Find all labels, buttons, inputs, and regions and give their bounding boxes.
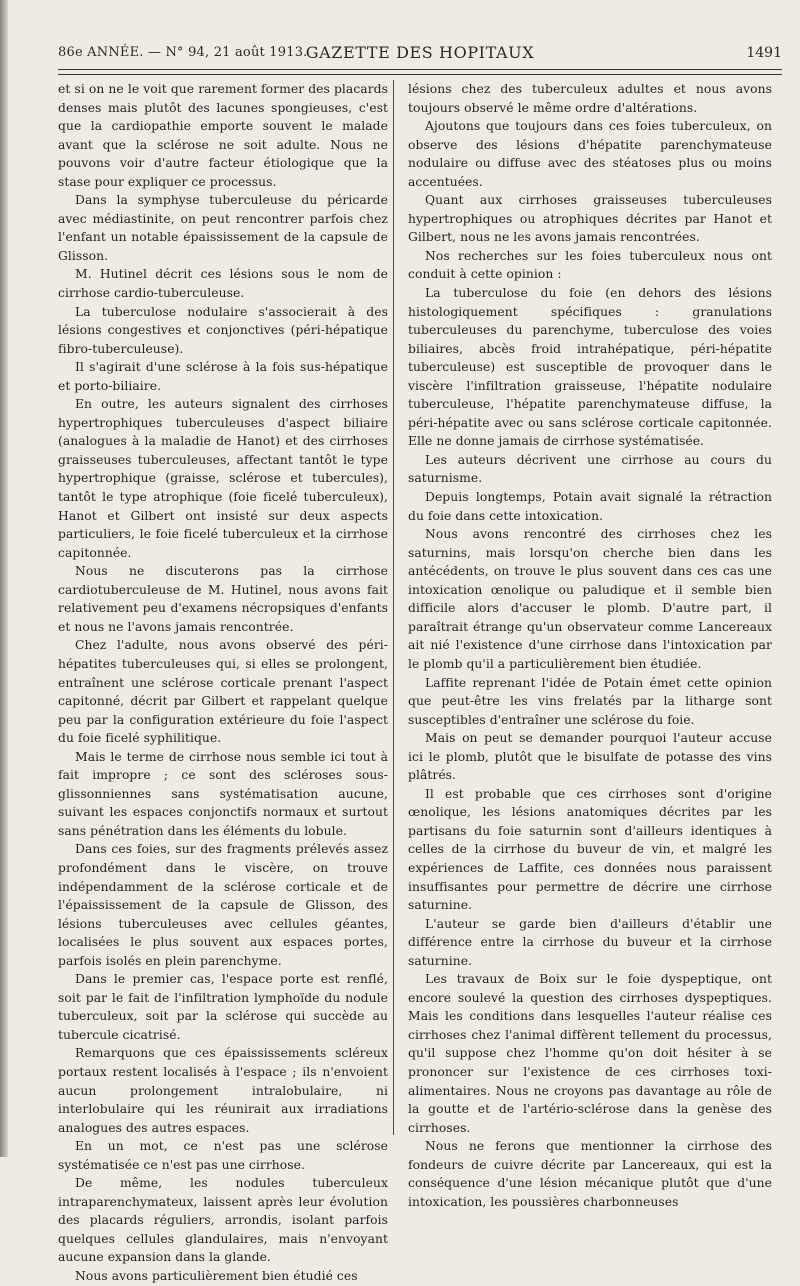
- paragraph: Dans le premier cas, l'espace porte est renflé, soit par le fait de l'infiltration lymphoïde du nodule tuberculeux, soit par la sclérose qui succède au tubercule cicatrisé.: [58, 972, 388, 1042]
- header-rule-top: [58, 69, 782, 70]
- paragraph: Chez l'adulte, nous avons observé des péri-hépatites tuberculeuses qui, si elles se prolongent, entraînent une sclérose corticale prenant l'aspect capitonné, décrit par Gilbert et rappelant quelque peu par la configuration extérieure du foie l'aspect du foie ficelé syphilitique.: [58, 638, 388, 746]
- paragraph: Quant aux cirrhoses graisseuses tuberculeuses hypertrophiques ou atrophiques décrites par Hanot et Gilbert, nous ne les avons jamais rencontrées.: [408, 193, 772, 245]
- paragraph: Nous ne ferons que mentionner la cirrhose des fondeurs de cuivre décrite par Lancereaux, qui est la conséquence d'une lésion mécanique plutôt que d'une intoxication, les poussières charbonneuses: [408, 1139, 772, 1209]
- paragraph: Ajoutons que toujours dans ces foies tuberculeux, on observe des lésions d'hépatite parenchymateuse nodulaire ou diffuse avec des stéatoses plus ou moins accentuées.: [408, 119, 772, 189]
- paragraph: Remarquons que ces épaississements scléreux portaux restent localisés à l'espace ; ils n'envoient aucun prolongement intralobulaire, ni interlobulaire qui les réunirait aux irradiations analogues des autres espaces.: [58, 1046, 388, 1135]
- paragraph: Dans ces foies, sur des fragments prélevés assez profondément dans le viscère, on trouve indépendamment de la sclérose corticale et de l'épaississement de la capsule de Glisson, des lésions tuberculeuses avec cellules géantes, localisées le plus souvent aux espaces portes, parfois isolés en plein parenchyme.: [58, 842, 388, 968]
- paragraph: En un mot, ce n'est pas une sclérose systématisée ce n'est pas une cirrhose.: [58, 1139, 388, 1172]
- paragraph: La tuberculose du foie (en dehors des lésions histologiquement spécifiques : granulations tuberculeuses du parenchyme, tuberculose des voies biliaires, abcès froid intrahépatique, péri-hépatite tuberculeuse) est susceptible de provoquer dans le viscère l'infiltration graisseuse, l'hépatite nodulaire tuberculeuse, l'hépatite parenchymateuse diffuse, la péri-hépatite avec ou sans sclérose corticale capitonnée. Elle ne donne jamais de cirrhose systématisée.: [408, 286, 772, 449]
- paragraph: Nous avons particulièrement bien étudié ces: [75, 1269, 358, 1283]
- paragraph: La tuberculose nodulaire s'associerait à des lésions congestives et conjonctives (péri-hépatique fibro-tuberculeuse).: [58, 304, 388, 356]
- issue-info: 86e ANNÉE. — N° 94, 21 août 1913.: [58, 45, 308, 60]
- paragraph: lésions chez des tuberculeux adultes et nous avons toujours observé le même ordre d'altérations.: [408, 82, 772, 115]
- paragraph: Les travaux de Boix sur le foie dyspeptique, ont encore soulevé la question des cirrhoses dyspeptiques. Mais les conditions dans lesquelles l'auteur réalise ces cirrhoses chez l'animal diffèrent tellement du processus, qu'il suppose chez l'homme qu'on doit hésiter à se prononcer sur l'existence de ces cirrhoses toxi-alimentaires. Nous ne croyons pas davantage au rôle de la goutte et de l'artério-sclérose dans la genèse des cirrhoses.: [408, 972, 772, 1135]
- paragraph: Il s'agirait d'une sclérose à la fois sus-hépatique et porto-biliaire.: [58, 360, 388, 393]
- column-divider: [393, 80, 394, 1135]
- right-column: [408, 80, 772, 1211]
- left-column: [58, 80, 388, 1286]
- paragraph: et si on ne le voit que rarement former des placards denses mais plutôt des lacunes spongieuses, c'est que la cardiopathie emporte souvent le malade avant que la sclérose ne soit adulte. Nous ne pouvons voir d'autre facteur étiologique que la stase pour expliquer ce processus.: [58, 82, 388, 189]
- paragraph: L'auteur se garde bien d'ailleurs d'établir une différence entre la cirrhose du buveur et la cirrhose saturnine.: [408, 916, 772, 968]
- paragraph: Laffite reprenant l'idée de Potain émet cette opinion que peut-être les vins frelatés par la litharge sont susceptibles d'entraîner une sclérose du foie.: [408, 675, 772, 727]
- paragraph: Il est probable que ces cirrhoses sont d'origine œnolique, les lésions anatomiques décrites par les partisans du foie saturnin sont d'ailleurs identiques à celles de la cirrhose du buveur de vin, et malgré les expériences de Laffite, ces données nous paraissent insuffisantes pour permettre de décrire une cirrhose saturnine.: [408, 786, 772, 913]
- paragraph: Nous avons rencontré des cirrhoses chez les saturnins, mais lorsqu'on cherche bien dans les antécédents, on trouve le plus souvent dans ces cas une intoxication œnolique ou paludique et il semble bien difficile alors d'accuser le plomb. D'autre part, il paraîtrait étrange qu'un observateur comme Lancereaux ait nié l'existence d'une cirrhose dans l'intoxication par le plomb qu'il a particulièrement bien étudiée.: [408, 527, 772, 671]
- paragraph: Les auteurs décrivent une cirrhose au cours du saturnisme.: [408, 452, 772, 486]
- paragraph: Depuis longtemps, Potain avait signalé la rétraction du foie dans cette intoxication.: [408, 490, 772, 523]
- paragraph: Nos recherches sur les foies tuberculeux nous ont conduit à cette opinion :: [408, 248, 772, 282]
- page-binding-edge: [0, 0, 8, 1157]
- page-header: [58, 38, 782, 68]
- header-rule-bottom: [58, 74, 782, 75]
- paragraph: Mais le terme de cirrhose nous semble ici tout à fait impropre ; ce sont des scléroses sous-glissonniennes sans systématisation aucune, suivant les espaces conjonctifs normaux et surtout sans pénétration dans les éléments du lobule.: [58, 749, 388, 838]
- paragraph: De même, les nodules tuberculeux intraparenchymateux, laissent après leur évolution des placards réguliers, arrondis, isolant parfois quelques cellules glandulaires, mais n'envoyant aucune expansion dans la glande.: [58, 1176, 388, 1265]
- paragraph: M. Hutinel décrit ces lésions sous le nom de cirrhose cardio-tuberculeuse.: [58, 267, 388, 301]
- page-number: 1491: [746, 45, 782, 61]
- paragraph: En outre, les auteurs signalent des cirrhoses hypertrophiques tuberculeuses d'aspect biliaire (analogues à la maladie de Hanot) et des cirrhoses graisseuses tuberculeuses, affectant tantôt le type hypertrophique (graisse, sclérose et tubercules), tantôt le type atrophique (foie ficelé tuberculeux), Hanot et Gilbert ont insisté sur deux aspects particuliers, le foie ficelé tuberculeux et la cirrhose capitonnée.: [58, 397, 388, 560]
- journal-title: GAZETTE DES HOPITAUX: [305, 43, 535, 62]
- paragraph: Nous ne discuterons pas la cirrhose cardiotuberculeuse de M. Hutinel, nous avons fait relativement peu d'examens nécropsiques d'enfants et nous ne l'avons jamais rencontrée.: [58, 564, 388, 634]
- paragraph: Mais on peut se demander pourquoi l'auteur accuse ici le plomb, plutôt que le bisulfate de potasse des vins plâtrés.: [408, 731, 772, 783]
- paragraph: Dans la symphyse tuberculeuse du péricarde avec médiastinite, on peut rencontrer parfois chez l'enfant un notable épaississement de la capsule de Glisson.: [58, 193, 388, 263]
